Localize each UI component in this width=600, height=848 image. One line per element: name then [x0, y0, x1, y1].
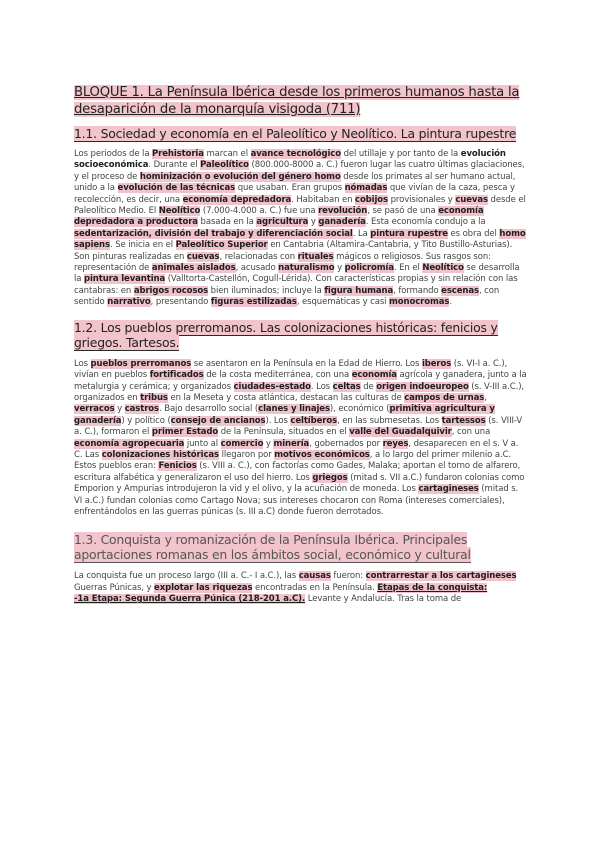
highlighted-term: narrativo [107, 297, 151, 308]
highlighted-term: Prehistoria [152, 149, 204, 159]
section-2-heading-text: 1.2. Los pueblos prerromanos. Las colonizaciones históricas: fenicios y griegos. Tartesos. [74, 319, 498, 350]
highlighted-term: causas [298, 571, 331, 582]
highlighted-term: celtíberos [290, 415, 338, 426]
section-2-paragraph: Los pueblos prerromanos se asentaron en la Península en la Edad de Hierro. Los iberos (s. VI-I a. C.), vivían en pueblos fortificados de la costa mediterránea, con una economía agrícola y ganadera, junto a la metalurgia y cerámica; y organizados ciudades-estado. Los celtas de origen indoeuropeo (s. V-III a.C.), organizados en tribus en la Meseta y costa atlántica, destacan las culturas de campos de urnas, verracos y castros. Bajo desarrollo social (clanes y linajes), económico (primitiva agricultura y ganadería) y político (consejo de ancianos). Los celtíberos, en las submesetas. Los tartessos (s. VIII-V a. C.), formaron el primer Estado de la Península, situados en el valle del Guadalquivir, con una economía agropecuaria junto al comercio y minería, gobernados por reyes, desaparecen en el s. V a. C. Las colonizaciones históricas llegaron por motivos económicos, a lo largo del primer milenio a.C. Estos pueblos eran: Fenicios (s. VIII a. C.), con factorías como Gades, Malaka; aportan el torno de alfarero, escritura alfabética y generalizaron el uso del hierro. Los griegos (mitad s. VII a.C.) fundaron colonias como Emporion y Ampurias introdujeron la vid y el olivo, y la acuñación de moneda. Los cartagineses (mitad s. VI a.C.) fundan colonias como Cartago Nova; sus intereses chocaron con Roma (intereses comerciales), enfrentándolos en las guerras púnicas (s. III a.C) donde fueron derrotados. [74, 358, 527, 517]
highlighted-term: cuevas [455, 194, 488, 205]
highlighted-term: tribus [140, 392, 168, 403]
highlighted-term: Paleolítico [200, 160, 249, 171]
highlighted-term: verracos [74, 404, 115, 415]
highlighted-term: hominización o evolución del género homo [139, 171, 341, 182]
highlighted-term: escenas [441, 285, 479, 296]
highlighted-term: revolución [318, 206, 368, 217]
highlighted-term: griegos [312, 472, 348, 483]
highlighted-term: cuevas [186, 251, 220, 262]
highlighted-term: fortificados [149, 370, 204, 381]
highlighted-term: homo sapiens [74, 228, 526, 251]
highlighted-term: minería [273, 438, 310, 449]
section-3-paragraph: La conquista fue un proceso largo (III a. C.- I a.C.), las causas fueron: contrarrestar a los cartagineses Guerras Púnicas, y explotar las riquezas encontradas en la Península. Etapas de la conquista: -1a Etapa: Segunda Guerra Púnica (218-201 a.C). Levante y Andalucía. Tras la toma de [74, 571, 517, 605]
highlighted-term: ganadería [318, 217, 366, 228]
highlighted-term: tartessos [441, 415, 486, 426]
section-3-heading-text: 1.3. Conquista y romanización de la Península Ibérica. Principales aportaciones romanas en los ámbitos social, económico y cultural [74, 532, 471, 563]
highlighted-term: rituales [297, 251, 334, 262]
document-title [74, 84, 528, 118]
highlighted-term: figura humana [324, 285, 394, 296]
highlighted-term: consejo de ancianos [170, 415, 266, 426]
highlighted-term: evolución socioeconómica [74, 149, 506, 171]
highlighted-term: campos de urnas [404, 392, 485, 403]
highlighted-term: Paleolítico Superior [175, 240, 268, 251]
highlighted-term: figuras estilizadas [210, 297, 297, 308]
highlighted-term: economía depredadora a productora [74, 206, 484, 228]
highlighted-term: policromía [344, 263, 394, 274]
section-2-heading [74, 320, 528, 350]
highlighted-term: monocromas [389, 297, 450, 308]
highlighted-term: -1a Etapa: Segunda Guerra Púnica (218-201 a.C). [74, 594, 306, 605]
section-3-heading [74, 532, 528, 562]
section-1-heading [74, 126, 528, 141]
highlighted-term: economía [351, 370, 397, 381]
highlighted-term: animales aislados [151, 263, 236, 274]
highlighted-term: cartagineses [418, 484, 479, 495]
highlighted-term: evolución de las técnicas [117, 183, 236, 194]
highlighted-term: contrarrestar a los cartagineses [365, 571, 517, 582]
highlighted-term: colonizaciones históricas [101, 449, 219, 460]
highlighted-term: pintura levantina [83, 274, 166, 285]
highlighted-term: origen indoeuropeo [376, 381, 469, 392]
highlighted-term: Fenicios [158, 461, 197, 472]
highlighted-term: economía depredadora [182, 194, 292, 205]
highlighted-term: nómadas [344, 183, 388, 194]
highlighted-term: abrigos rocosos [133, 285, 209, 296]
highlighted-term: pueblos prerromanos [90, 358, 192, 369]
highlighted-term: castros [124, 404, 160, 415]
section-1-paragraph: Los periodos de la Prehistoria marcan el avance tecnológico del utillaje y por tanto de la evolución socioeconómica. Durante el Paleolítico (800.000-8000 a. C.) fueron lugar las cuatro últimas glaciaciones, y el proceso de hominización o evolución del género homo desde los primates al ser humano actual, unido a la evolución de las técnicas que usaban. Eran grupos nómadas que vivían de la caza, pesca y recolección, es decir, una economía depredadora. Habitaban en cobijos provisionales y cuevas desde el Paleolítico Medio. El Neolítico (7.000-4.000 a. C.) fue una revolución, se pasó de una economía depredadora a productora basada en la agricultura y ganadería. Esta economía condujo a la sedentarización, división del trabajo y diferenciación social. La pintura rupestre es obra del homo sapiens. Se inicia en el Paleolítico Superior en Cantabria (Altamira-Cantabria, y Tito Bustillo-Asturias). Son pinturas realizadas en cuevas, relacionadas con rituales mágicos o religiosos. Sus rasgos son: representación de animales aislados, acusado naturalismo y policromía. En el Neolítico se desarrolla la pintura levantina (Valltorta-Castellón, Cogull-Lérida). Con características propias y sin relación con las cantabras: en abrigos rocosos bien iluminados; incluye la figura humana, formando escenas, con sentido narrativo, presentando figuras estilizadas, esquemáticas y casi monocromas. [74, 149, 526, 308]
highlighted-term: ciudades-estado [233, 381, 311, 392]
highlighted-term: avance tecnológico [250, 149, 341, 159]
highlighted-term: Neolítico [422, 263, 464, 274]
highlighted-term: economía agropecuaria [74, 438, 185, 449]
document-title-text: BLOQUE 1. La Península Ibérica desde los primeros humanos hasta la desaparición de la monarquía visigoda (711) [74, 85, 520, 117]
highlighted-term: agricultura [256, 217, 309, 228]
highlighted-term: primitiva agricultura y ganadería [74, 404, 495, 426]
highlighted-term: comercio [220, 438, 264, 449]
document-page [74, 84, 528, 606]
highlighted-term: sedentarización, división del trabajo y diferenciación social [74, 228, 353, 239]
highlighted-term: Neolítico [158, 206, 201, 217]
highlighted-term: primer Estado [151, 427, 219, 438]
highlighted-term: celtas [332, 381, 361, 392]
highlighted-term: naturalismo [278, 263, 335, 274]
highlighted-term: Etapas de la conquista: [377, 582, 488, 593]
highlighted-term: explotar las riquezas [154, 582, 253, 593]
highlighted-term: pintura rupestre [370, 228, 448, 239]
highlighted-term: reyes [382, 438, 409, 449]
highlighted-term: clanes y linajes [258, 404, 330, 415]
highlighted-term: motivos económicos [274, 449, 370, 460]
highlighted-term: valle del Guadalquivir [349, 427, 452, 438]
section-1-heading-text: 1.1. Sociedad y economía en el Paleolítico y Neolítico. La pintura rupestre [74, 126, 517, 141]
highlighted-term: cobijos [355, 194, 388, 205]
highlighted-term: iberos [421, 358, 452, 369]
